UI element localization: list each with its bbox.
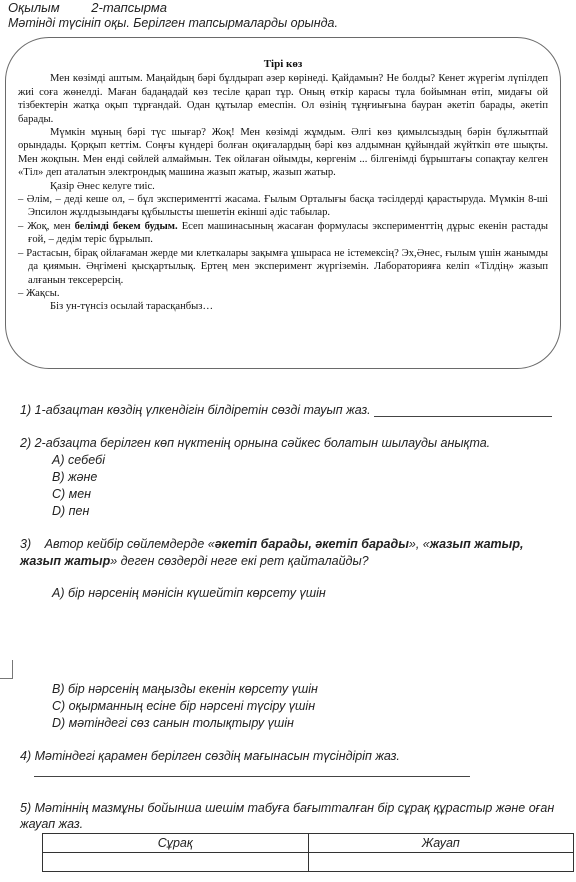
- paragraph-7: – Жақсы.: [18, 287, 60, 299]
- q3-option-d: D) мәтіндегі сөз санын толықтыру үшін: [52, 716, 294, 730]
- p5-end: Есеп машинасының жасаған формуласы эксперименттің дұрыс екенін растады ғой, – дедім теріс бұрылып.: [28, 220, 548, 246]
- column-header-answer: Жауап: [308, 834, 574, 853]
- question-5: 5) Мәтіннің мазмұны бойынша шешім табуға бағытталған бір сұрақ құрастыр және оған жауап жаз.: [20, 801, 555, 831]
- p5-start: – Жоқ, мен: [18, 220, 75, 232]
- paragraph-3: Қазір Әнес келуге тиіс.: [50, 180, 155, 192]
- q2-option-b: B) және: [52, 470, 98, 484]
- q3-option-a: A) бір нәрсенің мәнісін күшейтіп көрсету үшін: [52, 586, 326, 600]
- q3-option-c: C) оқырманның есіне бір нәрсені түсіру үшін: [52, 699, 316, 713]
- paragraph-2: Мүмкін мұның бәрі түс шығар? Жоқ! Мен көзімді жұмдым. Әлгі көз қимылсыздың бәрін бұлжытпай орындады. Қорқып кеттім. Соңғы күндері болған оқиғалардың бәрі көз алдымнан құйындай жүйткіп өте шықты. Мен жоқпын. Мен енді сөйлей алмаймын. Тек ойлаған ойымды, көргенім ... білгенімді бұрыштағы сопақтау келген «Тіл» деп аталатын электрондық машина жазып жатыр, жазып жатыр.: [18, 127, 548, 179]
- q3-phrase-2: жазып жатыр, жазып жатыр: [20, 537, 524, 568]
- q2-option-d: D) пен: [52, 504, 90, 518]
- answer-line-4[interactable]: [34, 762, 470, 777]
- q3-text-2: », «: [408, 537, 430, 551]
- q3-text-1: Автор кейбір сөйлемдерде «: [44, 537, 215, 551]
- section-label: Оқылым: [8, 0, 60, 15]
- table-header-row: [43, 834, 574, 853]
- answer-cell[interactable]: [308, 853, 574, 872]
- question-2: 2) 2-абзацта берілген көп нүктенің орнына сәйкес болатын шылауды анықта.: [20, 436, 491, 450]
- column-header-question: Сұрақ: [43, 834, 309, 853]
- q3-option-b: B) бір нәрсенің маңызды екенін көрсету үшін: [52, 682, 318, 696]
- page-break-mark: [0, 660, 13, 679]
- paragraph-6: – Растасын, бірақ ойлағаман жерде ми клеткалары зақымға ұшыраса не істемексің? Эх,Әнес, ғылым үшін жанымды да қиямын. Әңгімені қысқартылық. Ертең мен эксперимент жүргіземін. Лабораторияға келіп «Тілдің» жазып алғанын тексерерсің.: [18, 247, 548, 286]
- worksheet-header: [8, 0, 195, 15]
- question-3: [20, 536, 560, 570]
- task-label: 2-тапсырма: [91, 0, 168, 15]
- answer-line-1[interactable]: [374, 416, 552, 417]
- q2-option-a: A) себебі: [52, 453, 105, 467]
- question-cell[interactable]: [43, 853, 309, 872]
- instruction: Мәтінді түсініп оқы. Берілген тапсырмаларды орында.: [8, 16, 338, 30]
- q3-number: 3): [20, 537, 32, 551]
- paragraph-8: Біз ун-түнсіз осылай тарасқанбыз…: [50, 301, 214, 313]
- q3-text-3: » деген сөздерді неге екі рет қайталайды?: [110, 554, 369, 568]
- question-4: 4) Мәтіндегі қарамен берілген сөздің мағынасын түсіндіріп жаз.: [20, 749, 400, 763]
- paragraph-5: [18, 220, 548, 247]
- paragraph-1: Мен көзімді аштым. Маңайдың бәрі бұлдырап әзер көрінеді. Қайдамын? Не болды? Кенет жүрегім лүпілдеп жиі соға жөнелді. Маған бадаңадай көз тесіле қарап тұр. Оның өткір карасы тұла бойымнан өтіп, мидағы ой тізбектерін жатқа оқып тұрғандай. Одан құтылар емеспін. Ол өзінің тұңғиығына бауран әкетіп барады, әкетіп барады.: [18, 73, 548, 125]
- table-row: [43, 853, 574, 872]
- passage-title: Тірі көз: [263, 58, 303, 70]
- paragraph-4: – Әлім, – деді кеше ол, – бұл экспериментті жасама. Ғылым Орталығы басқа тәсілдерді қарастыруда. Мүмкін 8-ші Эпсилон жұлдызындағы құбылысты шешетін екінші әдіс табылар.: [18, 194, 548, 219]
- answer-table: [42, 833, 574, 872]
- passage: [18, 58, 548, 314]
- question-1-text: 1) 1-абзацтан көздің үлкендігін білдіретін сөзді тауып жаз.: [20, 403, 371, 417]
- question-1: [20, 403, 552, 417]
- bold-phrase: белімді бекем будым.: [74, 220, 178, 232]
- q2-option-c: C) мен: [52, 487, 92, 501]
- q3-phrase-1: әкетіп барады, әкетіп барады: [214, 537, 409, 551]
